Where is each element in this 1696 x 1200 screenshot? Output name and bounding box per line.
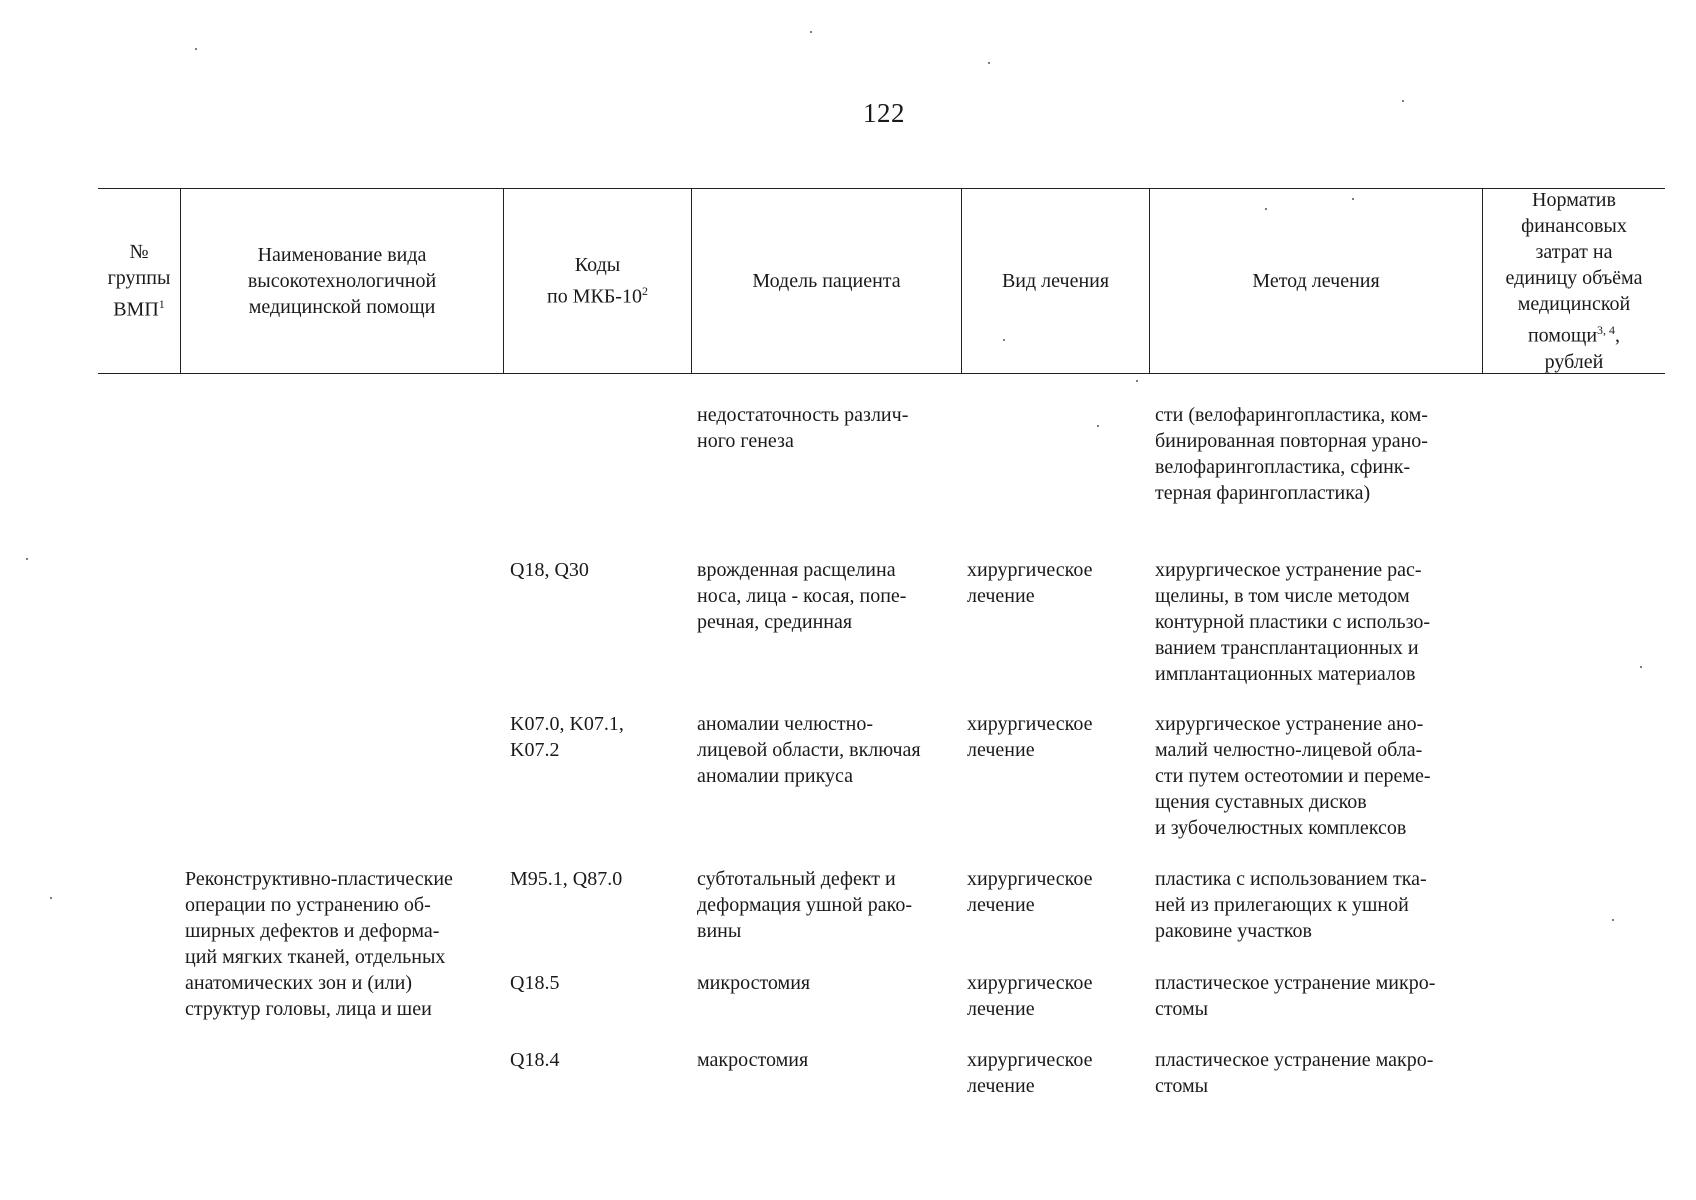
row-2-model: аномалии челюстно- лицевой области, включая аномалии прикуса — [697, 713, 921, 787]
header-treatment-method-text: Метод лечения — [1252, 270, 1380, 292]
row-4-model: микростомия — [697, 972, 811, 994]
row-3-method: пластика с использованием тка- ней из прилегающих к ушной раковине участков — [1155, 868, 1427, 942]
header-patient-model — [692, 189, 962, 373]
row-1-method: хирургическое устранение рас- щелины, в том числе методом контурной пластики с использо- ванием трансплантационных и имплантационных материалов — [1155, 559, 1431, 685]
row-1-treatment: хирургическое лечение — [967, 559, 1093, 607]
scan-speck — [988, 62, 990, 64]
header-icd-codes — [504, 189, 692, 373]
scan-speck — [1003, 339, 1005, 341]
row-4-method: пластическое устранение микро- стомы — [1155, 972, 1436, 1020]
scan-speck — [1402, 100, 1404, 102]
scan-speck — [1097, 425, 1099, 427]
row-5-method: пластическое устранение макро- стомы — [1155, 1049, 1434, 1097]
scan-speck — [1640, 666, 1642, 668]
header-icd-codes-text: Коды по МКБ-$10^2$ — [547, 254, 648, 308]
scan-speck — [1612, 919, 1614, 921]
row-4-treatment: хирургическое лечение — [967, 972, 1093, 1020]
row-5-model: макростомия — [697, 1049, 809, 1071]
row-0-method: сти (велофарингопластика, ком- бинированная повторная урано- велофарингопластика, сфинк- терная фарингопластика) — [1155, 404, 1428, 504]
header-care-name-text: Наименование вида высокотехнологичной медицинской помощи — [247, 244, 437, 318]
header-treatment-type-text: Вид лечения — [1001, 270, 1110, 292]
header-cost-norm — [1483, 189, 1665, 373]
row-2-codes: K07.0, K07.1, K07.2 — [510, 713, 624, 761]
row-3-model: субтотальный дефект и деформация ушной рако- вины — [697, 868, 912, 942]
row-3-codes: M95.1, Q87.0 — [510, 868, 623, 890]
row-5-treatment: хирургическое лечение — [967, 1049, 1093, 1097]
header-group-number — [98, 189, 181, 373]
scan-speck — [195, 48, 197, 50]
header-patient-model-text: Модель пациента — [752, 270, 901, 292]
header-care-name — [181, 189, 504, 373]
table-header — [98, 188, 1665, 374]
scan-speck — [810, 31, 812, 33]
header-treatment-type — [962, 189, 1150, 373]
scan-speck — [1265, 208, 1267, 210]
header-group-number-text: № группы ВМП$^1$ — [107, 241, 171, 321]
page-number: 122 — [863, 98, 905, 128]
row-5-codes: Q18.4 — [510, 1049, 560, 1071]
row-4-codes: Q18.5 — [510, 972, 560, 994]
row-1-model: врожденная расщелина носа, лица - косая, попе- речная, срединная — [697, 559, 907, 633]
row-3-treatment: хирургическое лечение — [967, 868, 1093, 916]
row-1-codes: Q18, Q30 — [510, 559, 589, 581]
scan-speck — [1136, 380, 1138, 382]
row-2-method: хирургическое устранение ано- малий челюстно-лицевой обла- сти путем остеотомии и переме- щения суставных дисков и зубочелюстных комплексов — [1155, 713, 1431, 839]
scan-speck — [1352, 198, 1354, 200]
row-0-model: недостаточность различ- ного генеза — [697, 404, 909, 452]
header-treatment-method — [1150, 189, 1483, 373]
row-3-care-name: Реконструктивно-пластические операции по устранению об- ширных дефектов и деформа- ций мягких тканей, отдельных анатомических зон и (или) структур головы, лица и шеи — [185, 868, 453, 1020]
header-cost-norm-text: Норматив финансовых затрат на единицу объёма медицинской помощи$^{3, 4}$, рублей — [1505, 189, 1643, 373]
scan-speck — [26, 558, 28, 560]
scan-speck — [50, 897, 52, 899]
row-2-treatment: хирургическое лечение — [967, 713, 1093, 761]
